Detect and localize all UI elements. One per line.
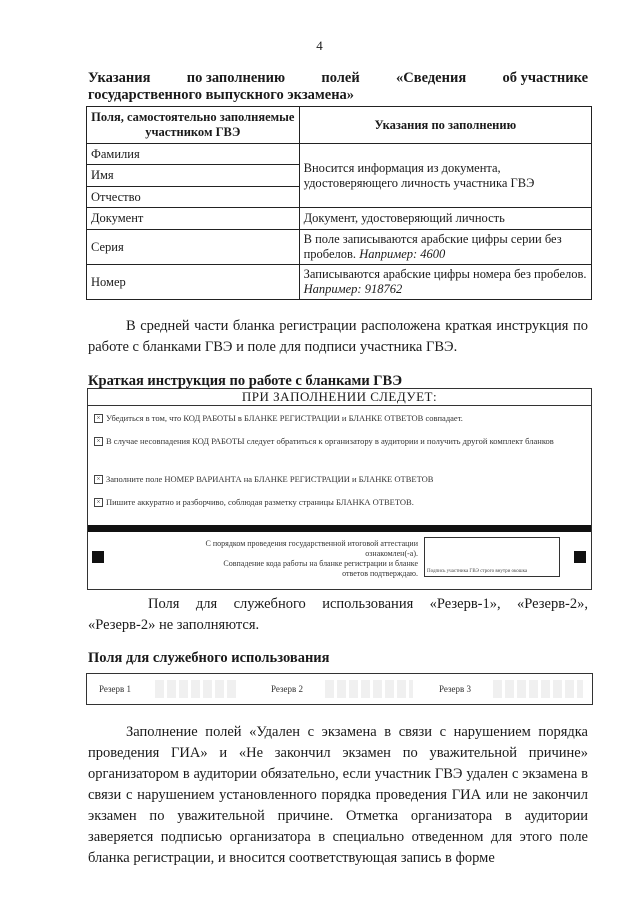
table-row — [87, 144, 592, 165]
reserve-fields-strip — [86, 673, 593, 705]
example-label: Например: — [359, 247, 418, 261]
alignment-marker-left — [92, 551, 104, 563]
heading-word: «Сведения — [396, 70, 467, 86]
instruction-number-text: Записываются арабские цифры номера без пробелов. — [303, 267, 587, 281]
example-value: 4600 — [420, 247, 446, 261]
example-value: 918762 — [364, 282, 403, 296]
heading-word: об участнике — [502, 70, 588, 86]
table-header-fields: Поля, самостоятельно заполняемые участником ГВЭ — [87, 107, 300, 144]
reserve-2-label: Резерв 2 — [271, 684, 304, 694]
checkbox-icon: × — [94, 475, 103, 484]
signature-box — [424, 537, 560, 577]
blank-title: ПРИ ЗАПОЛНЕНИИ СЛЕДУЕТ: — [88, 389, 591, 406]
paragraph-removal-fields: Заполнение полей «Удален с экзамена в связи с нарушением порядка проведения ГИА» и «Не закончил экзамен по уважительной причине» организатором в аудитории обязательно, если участник ГВЭ удален с экзамена в связи с нарушением установленного порядка проведения ГИА или не закончил экзамен по уважительной причине. Отметка организатора в аудитории заверяется подписью организатора в специально отведенном для этого поле бланка регистрации, и вносится соответствующая запись в форме — [88, 724, 588, 866]
agreement-line-2: Совпадение кода работы на бланке регистрации и бланке ответов подтверждаю. — [223, 559, 418, 578]
instruction-item — [94, 413, 584, 424]
paragraph-registration-form: В средней части бланка регистрации расположена краткая инструкция по работе с бланками ГВЭ и поле для подписи участника ГВЭ. — [88, 318, 588, 355]
table-row — [87, 265, 592, 300]
instruction-series-text: В поле записываются арабские цифры серии без пробелов. — [303, 232, 562, 261]
checkbox-icon: × — [94, 498, 103, 507]
fields-instructions-table — [86, 106, 592, 300]
instruction-item — [94, 436, 584, 447]
merged-instruction-cell: Вносится информация из документа, удостоверяющего личность участника ГВЭ — [299, 144, 591, 208]
signature-caption: Подпись участника ГВЭ строго внутри окошка — [427, 569, 528, 574]
section-heading-brief-instruction: Краткая инструкция по работе с бланками ГВЭ — [88, 373, 403, 389]
section-heading-service-fields: Поля для служебного использования — [88, 650, 330, 666]
checkbox-icon: × — [94, 437, 103, 446]
instruction-item — [94, 497, 584, 508]
field-name-surname: Фамилия — [87, 144, 300, 165]
reserve-1-label: Резерв 1 — [99, 684, 132, 694]
heading-word: по заполнению — [186, 70, 286, 86]
agreement-line-1: С порядком проведения государственной итоговой аттестации ознакомлен(-а). — [205, 539, 418, 558]
page-number: 4 — [316, 38, 323, 53]
field-name-document: Документ — [87, 208, 300, 230]
alignment-marker-right — [574, 551, 586, 563]
heading-word: Указания — [88, 70, 151, 86]
instruction-number — [299, 265, 591, 300]
table-header-instructions: Указания по заполнению — [299, 107, 591, 144]
instruction-item-text: В случае несовпадения КОД РАБОТЫ следует обратиться к организатору в аудитории и получить другой комплект бланков — [106, 436, 554, 446]
table-row — [87, 208, 592, 230]
field-name-series: Серия — [87, 230, 300, 265]
table-header-row — [87, 107, 592, 144]
instruction-series — [299, 230, 591, 265]
example-label: Например: — [303, 282, 362, 296]
paragraph-reserve-fields: Поля для служебного использования «Резерв-1», «Резерв-2», «Резерв-2» не заполняются. — [88, 596, 588, 633]
reserve-2-field — [325, 680, 413, 698]
field-name-name: Имя — [87, 165, 300, 187]
reserve-1-field — [155, 680, 237, 698]
reserve-3-field — [493, 680, 583, 698]
instruction-item-text: Убедиться в том, что КОД РАБОТЫ в БЛАНКЕ РЕГИСТРАЦИИ и БЛАНКЕ ОТВЕТОВ совпадает. — [106, 413, 463, 423]
field-name-number: Номер — [87, 265, 300, 300]
field-name-patronymic: Отчество — [87, 187, 300, 208]
black-separator-bar — [88, 525, 591, 532]
instruction-item — [94, 474, 584, 485]
heading-line-2: государственного выпускного экзамена» — [88, 87, 355, 103]
section-heading-participant-info — [88, 70, 588, 104]
table-row — [87, 230, 592, 265]
heading-word: полей — [321, 70, 360, 86]
instruction-item-text: Пишите аккуратно и разборчиво, соблюдая разметку страницы БЛАНКА ОТВЕТОВ. — [106, 497, 414, 507]
instruction-document: Документ, удостоверяющий личность — [299, 208, 591, 230]
reserve-3-label: Резерв 3 — [439, 684, 472, 694]
blank-instruction-image — [87, 388, 592, 590]
agreement-text — [198, 539, 418, 579]
instruction-item-text: Заполните поле НОМЕР ВАРИАНТА на БЛАНКЕ РЕГИСТРАЦИИ и БЛАНКЕ ОТВЕТОВ — [106, 474, 434, 484]
checkbox-icon: × — [94, 414, 103, 423]
